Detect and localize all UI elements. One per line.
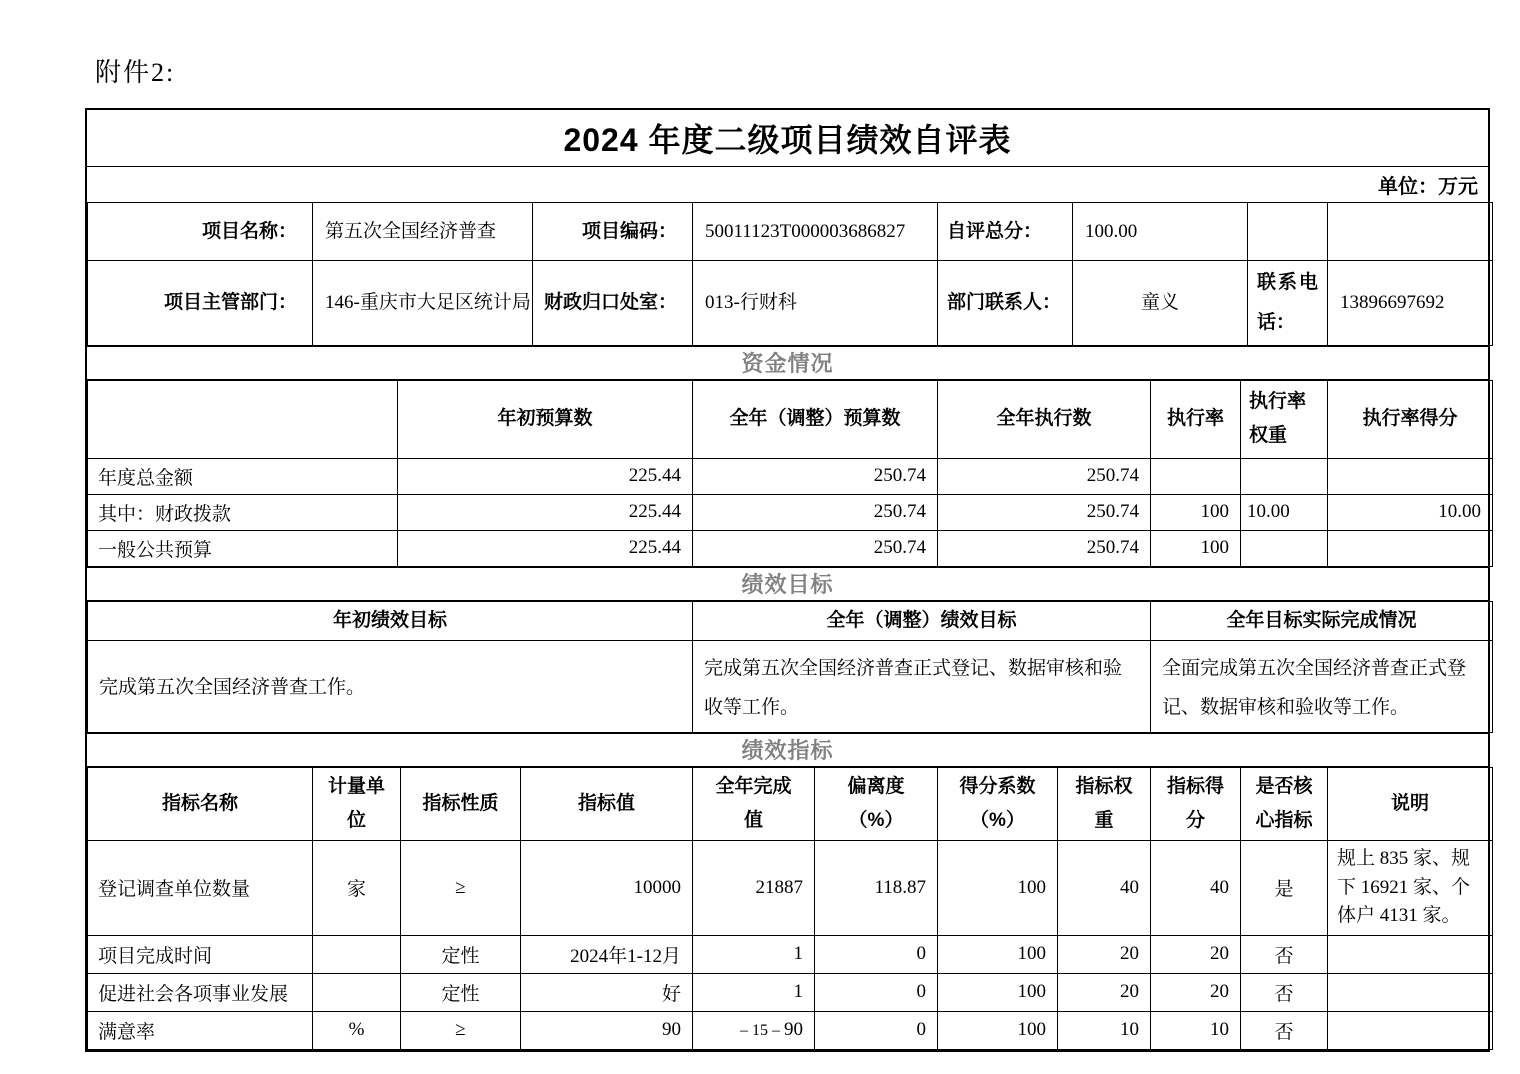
unit-row (87, 167, 1488, 202)
rate-cell: 100 (1151, 494, 1241, 530)
completed-cell: 1 (693, 973, 815, 1011)
self-score-label: 自评总分： (938, 203, 1073, 261)
indicators-section-title: 绩效指标 (87, 733, 1488, 767)
funding-section-title: 资金情况 (87, 346, 1488, 380)
unit-header: 计量单位 (313, 767, 401, 840)
deviation-cell: 0 (815, 973, 938, 1011)
core-cell: 否 (1241, 935, 1328, 973)
adjusted-budget-header: 全年（调整）预算数 (693, 380, 938, 458)
weight-cell: 20 (1058, 935, 1151, 973)
note-cell: 规上 835 家、规下 16921 家、个体户 4131 家。 (1328, 841, 1493, 936)
indicator-name-cell: 登记调查单位数量 (88, 841, 313, 936)
indicators-header-row (88, 767, 1493, 840)
core-header: 是否核心指标 (1241, 767, 1328, 840)
weight-cell: 40 (1058, 841, 1151, 936)
executed-cell: 250.74 (938, 458, 1151, 494)
coefficient-header: 得分系数（%） (938, 767, 1058, 840)
adjusted-goal-header: 全年（调整）绩效目标 (693, 601, 1151, 640)
target-cell: 好 (521, 973, 693, 1011)
initial-cell: 225.44 (398, 458, 693, 494)
initial-cell: 225.44 (398, 530, 693, 566)
phone-label: 联系电话： (1248, 261, 1328, 346)
dept-value: 146-重庆市大足区统计局 (313, 261, 533, 346)
goals-body-row (88, 640, 1493, 732)
score-cell: 40 (1151, 841, 1241, 936)
completed-cell: 1 (693, 935, 815, 973)
deviation-cell: 0 (815, 935, 938, 973)
empty-cell (1248, 203, 1328, 261)
indicator-row (88, 973, 1493, 1011)
goals-section-title: 绩效目标 (87, 567, 1488, 601)
rate-score-cell (1328, 530, 1493, 566)
coefficient-cell: 100 (938, 1011, 1058, 1049)
executed-header: 全年执行数 (938, 380, 1151, 458)
rate-header: 执行率 (1151, 380, 1241, 458)
target-header: 指标值 (521, 767, 693, 840)
unit-note: 单位：万元 (1378, 176, 1478, 198)
contact-value: 童义 (1073, 261, 1248, 346)
coefficient-cell: 100 (938, 973, 1058, 1011)
rate-score-cell (1328, 458, 1493, 494)
page-title: 2024 年度二级项目绩效自评表 (563, 122, 1012, 158)
indicator-name-header: 指标名称 (88, 767, 313, 840)
target-cell: 2024年1-12月 (521, 935, 693, 973)
nature-cell: 定性 (401, 935, 521, 973)
phone-value: 13896697692 (1328, 261, 1493, 346)
evaluation-form (85, 108, 1490, 1052)
actual-goal-text: 全面完成第五次全国经济普查正式登记、数据审核和验收等工作。 (1151, 640, 1493, 732)
rate-weight-cell: 10.00 (1241, 494, 1328, 530)
indicator-name-cell: 促进社会各项事业发展 (88, 973, 313, 1011)
executed-cell: 250.74 (938, 494, 1151, 530)
deviation-header: 偏离度（%） (815, 767, 938, 840)
indicators-table (87, 767, 1493, 1050)
indicator-row (88, 841, 1493, 936)
nature-cell: ≥ (401, 1011, 521, 1049)
weight-header: 指标权重 (1058, 767, 1151, 840)
score-cell: 20 (1151, 973, 1241, 1011)
core-cell: 否 (1241, 1011, 1328, 1049)
adjusted-goal-text: 完成第五次全国经济普查正式登记、数据审核和验收等工作。 (693, 640, 1151, 732)
rate-cell (1151, 458, 1241, 494)
unit-cell (313, 973, 401, 1011)
note-cell (1328, 973, 1493, 1011)
deviation-cell: 0 (815, 1011, 938, 1049)
funding-name-cell: 一般公共预算 (88, 530, 398, 566)
note-header: 说明 (1328, 767, 1493, 840)
goals-header-row (88, 601, 1493, 640)
indicator-name-cell: 满意率 (88, 1011, 313, 1049)
funding-name-cell: 其中：财政拨款 (88, 494, 398, 530)
rate-score-cell: 10.00 (1328, 494, 1493, 530)
weight-cell: 20 (1058, 973, 1151, 1011)
project-info-table (87, 202, 1493, 346)
funding-row-fiscal (88, 494, 1493, 530)
contact-label: 部门联系人： (938, 261, 1073, 346)
deviation-cell: 118.87 (815, 841, 938, 936)
core-cell: 否 (1241, 973, 1328, 1011)
score-cell: 10 (1151, 1011, 1241, 1049)
rate-score-header: 执行率得分 (1328, 380, 1493, 458)
weight-cell: 10 (1058, 1011, 1151, 1049)
initial-goal-text: 完成第五次全国经济普查工作。 (88, 640, 693, 732)
attachment-label: 附件2: (95, 58, 176, 87)
project-name-label: 项目名称： (88, 203, 313, 261)
project-code-label: 项目编码： (533, 203, 693, 261)
initial-goal-header: 年初绩效目标 (88, 601, 693, 640)
coefficient-cell: 100 (938, 935, 1058, 973)
nature-cell: ≥ (401, 841, 521, 936)
funding-row-public-budget (88, 530, 1493, 566)
nature-header: 指标性质 (401, 767, 521, 840)
executed-cell: 250.74 (938, 530, 1151, 566)
indicator-name-cell: 项目完成时间 (88, 935, 313, 973)
rate-weight-header: 执行率权重 (1241, 380, 1328, 458)
unit-cell (313, 935, 401, 973)
empty-cell (1328, 203, 1493, 261)
initial-budget-header: 年初预算数 (398, 380, 693, 458)
info-row-1 (88, 203, 1493, 261)
unit-cell: % (313, 1011, 401, 1049)
funding-row-total (88, 458, 1493, 494)
completed-cell: 21887 (693, 841, 815, 936)
funding-header-row (88, 380, 1493, 458)
funding-name-cell: 年度总金额 (88, 458, 398, 494)
goals-table (87, 601, 1493, 733)
rate-cell: 100 (1151, 530, 1241, 566)
target-cell: 90 (521, 1011, 693, 1049)
finance-office-value: 013-行财科 (693, 261, 938, 346)
completed-cell: 90 (693, 1011, 815, 1049)
note-cell (1328, 935, 1493, 973)
project-code-value: 50011123T000003686827 (693, 203, 938, 261)
adjusted-cell: 250.74 (693, 458, 938, 494)
rate-weight-cell (1241, 458, 1328, 494)
actual-goal-header: 全年目标实际完成情况 (1151, 601, 1493, 640)
target-cell: 10000 (521, 841, 693, 936)
score-cell: 20 (1151, 935, 1241, 973)
core-cell: 是 (1241, 841, 1328, 936)
unit-cell: 家 (313, 841, 401, 936)
completed-header: 全年完成值 (693, 767, 815, 840)
adjusted-cell: 250.74 (693, 530, 938, 566)
info-row-2 (88, 261, 1493, 346)
dept-label: 项目主管部门： (88, 261, 313, 346)
coefficient-cell: 100 (938, 841, 1058, 936)
funding-blank-header (88, 380, 398, 458)
finance-office-label: 财政归口处室： (533, 261, 693, 346)
page-number: – 15 – (740, 1022, 780, 1039)
nature-cell: 定性 (401, 973, 521, 1011)
self-score-value: 100.00 (1073, 203, 1248, 261)
initial-cell: 225.44 (398, 494, 693, 530)
rate-weight-cell (1241, 530, 1328, 566)
indicator-row (88, 935, 1493, 973)
score-header: 指标得分 (1151, 767, 1241, 840)
title-row (87, 110, 1488, 167)
project-name-value: 第五次全国经济普查 (313, 203, 533, 261)
adjusted-cell: 250.74 (693, 494, 938, 530)
funding-table (87, 380, 1493, 567)
